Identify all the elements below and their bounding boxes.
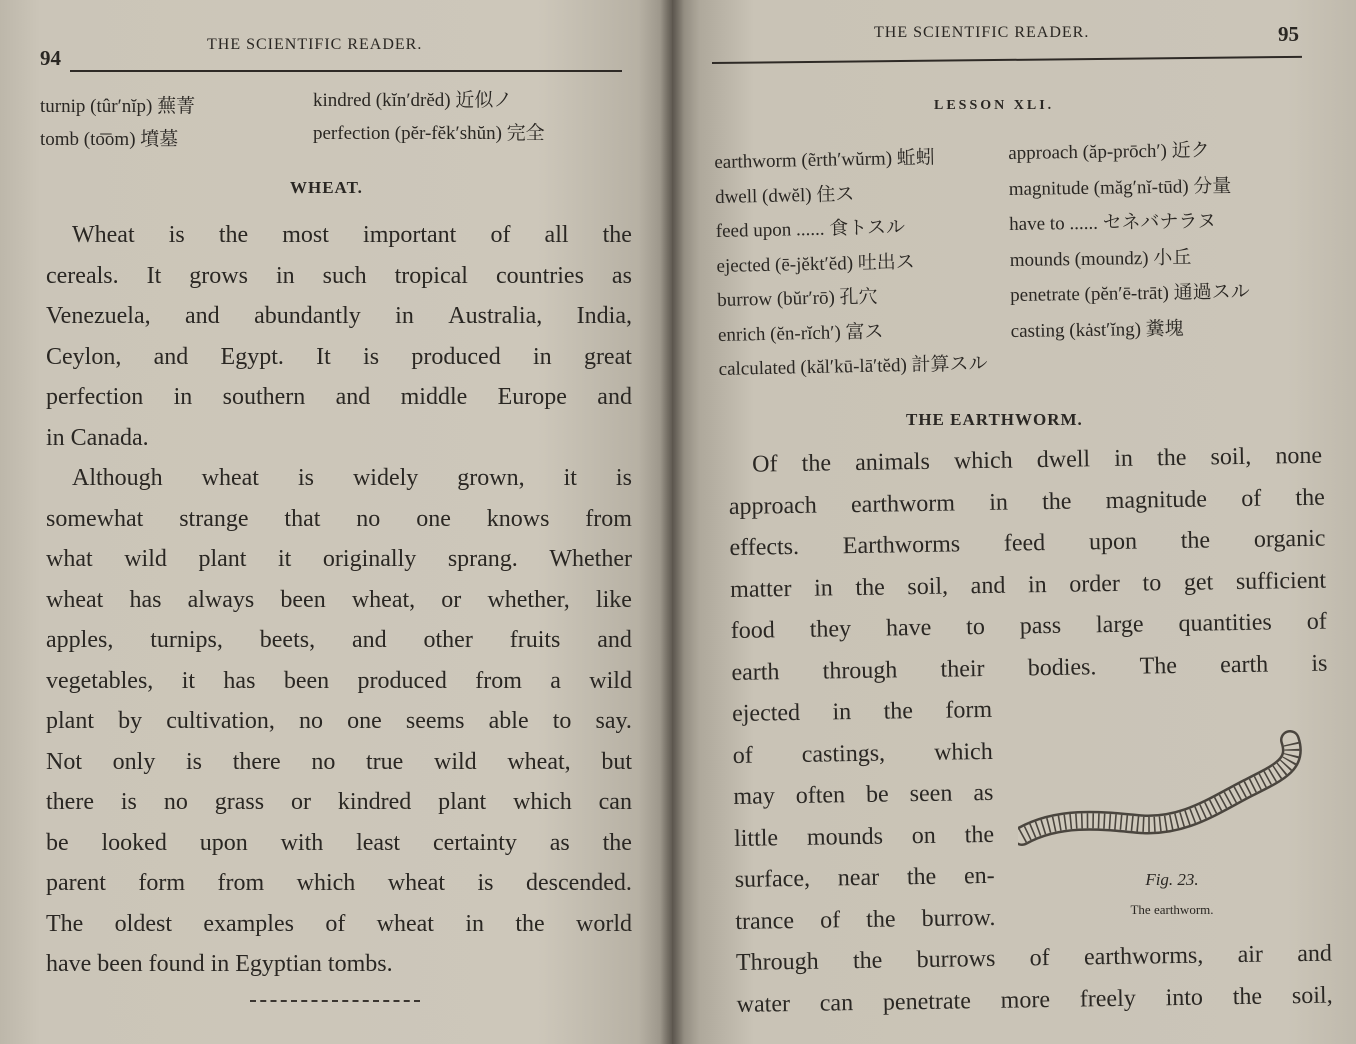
word: examples [203, 910, 294, 937]
word: oldest [114, 910, 172, 937]
word: to [965, 613, 986, 641]
word: Not [46, 748, 82, 775]
word: the [1180, 527, 1211, 554]
word: fruits [509, 627, 561, 653]
word: water [736, 990, 791, 1018]
word: cultivation, [166, 708, 275, 734]
word: from [585, 505, 632, 532]
word: wheat [376, 910, 434, 937]
word: Through [735, 948, 819, 976]
word: wheat, [507, 748, 571, 775]
word: castings, [801, 740, 886, 768]
word: wild [589, 667, 632, 694]
text-line [736, 982, 1332, 1018]
word: burrow. [921, 904, 996, 932]
word: able [488, 708, 529, 734]
text-line [729, 526, 1325, 562]
vocab-list-left-b [313, 84, 613, 150]
word: often [795, 782, 846, 809]
word: is [168, 222, 185, 248]
word: most [282, 222, 329, 248]
word: is [297, 465, 314, 491]
vocab-item: have to ...... セネバナラヌ [1009, 211, 1217, 235]
word: ejected [731, 699, 801, 727]
word: to [1142, 569, 1162, 597]
text-line [72, 465, 632, 492]
word: true [366, 748, 404, 775]
word: Although [72, 465, 163, 491]
word: matter [729, 575, 792, 603]
text-line [733, 738, 993, 769]
word: in Canada. [46, 424, 149, 451]
text-line [46, 668, 632, 695]
text-line [731, 609, 1327, 645]
word: beets, [259, 627, 316, 653]
text-line [46, 384, 632, 411]
word: The [1139, 652, 1178, 680]
word: of [325, 910, 346, 937]
word: plant [198, 546, 247, 572]
word: is [120, 789, 137, 815]
word: bodies. [1027, 653, 1097, 681]
word: of [1240, 485, 1262, 512]
word: a [550, 667, 561, 694]
word: be [865, 781, 889, 808]
word: soil, [907, 573, 949, 600]
figure-caption: The earthworm. [1130, 902, 1214, 917]
word: The [46, 910, 84, 937]
word: it [563, 465, 577, 491]
word: middle [400, 384, 468, 410]
text-line [46, 627, 632, 654]
word: one [416, 505, 451, 532]
word: near [837, 864, 880, 892]
word: surface, [734, 865, 811, 893]
vocab-item: tomb (to͞om) 墳墓 [40, 129, 179, 150]
word: of [732, 742, 753, 769]
word: and [970, 572, 1006, 599]
text-line [735, 863, 995, 894]
word: with [280, 829, 324, 856]
word: of [490, 222, 511, 248]
word: is [363, 343, 380, 370]
word: looked [101, 829, 167, 856]
word: order [1069, 570, 1121, 598]
word: none [1275, 442, 1323, 470]
book-gutter [660, 0, 684, 1044]
word: the [1156, 444, 1187, 472]
word: the [218, 222, 249, 248]
word: sprang. [447, 546, 518, 572]
word: earth [1219, 651, 1269, 678]
word: Ceylon, [46, 343, 122, 370]
word: apples, [46, 627, 114, 653]
word: produced [411, 343, 501, 370]
text-line [46, 789, 632, 816]
word: air [1237, 941, 1264, 969]
word: parent [46, 870, 106, 896]
word: is [1311, 650, 1328, 677]
word: in [989, 489, 1009, 516]
word: of [1029, 945, 1050, 972]
word: which [933, 738, 993, 766]
text-line [46, 708, 632, 735]
word: other [423, 627, 473, 653]
word: wild [434, 748, 477, 775]
word: the [964, 821, 995, 848]
word: been [283, 667, 330, 694]
text-line [72, 222, 632, 249]
word: been [280, 586, 326, 613]
word: knows [486, 505, 550, 532]
vocab-item: burrow (bŭr′rō) 孔穴 [717, 286, 878, 311]
word: form [945, 696, 993, 724]
word: least [356, 829, 401, 856]
word: burrows [916, 945, 996, 974]
lesson-number: LESSON XLI. [934, 98, 1055, 113]
word: earthworm [850, 489, 956, 518]
word: such [322, 262, 367, 289]
word: It [146, 262, 162, 289]
word: form [138, 870, 186, 896]
word: be [46, 829, 69, 856]
text-line [731, 650, 1327, 686]
end-rule [250, 1000, 420, 1002]
text-line [46, 546, 632, 573]
running-head-right: THE SCIENTIFIC READER. [874, 24, 1090, 41]
header-rule-left [70, 70, 622, 72]
word: grows [189, 262, 248, 289]
text-line [46, 749, 632, 776]
text-line [46, 303, 632, 330]
word: in [465, 910, 484, 937]
word: important [363, 222, 457, 248]
word: can [819, 989, 854, 1017]
word: upon [199, 829, 248, 856]
word: Egypt. [220, 343, 284, 370]
word: approach [728, 492, 818, 520]
word: what [46, 546, 93, 572]
word: from [217, 870, 265, 896]
vocab-item: dwell (dwĕl) 住ス [714, 183, 855, 208]
word: originally [322, 546, 417, 572]
word: can [598, 789, 632, 815]
word: plant [46, 708, 94, 734]
word: the [883, 698, 914, 725]
word: vegetables, [46, 667, 154, 694]
vocab-item: enrich (ĕn-rĭch′) 富ス [717, 320, 884, 346]
word: it [278, 546, 292, 572]
word: the [852, 947, 883, 975]
word: Venezuela, [46, 303, 151, 329]
text-line [46, 951, 632, 978]
header-rule-right [712, 56, 1302, 64]
page-number-left: 94 [40, 46, 61, 70]
word: the [801, 450, 832, 477]
word: have been found in Egyptian tombs. [46, 951, 393, 977]
word: that [284, 505, 321, 532]
word: certainty [432, 829, 517, 856]
word: the [515, 910, 545, 937]
word: food [730, 617, 776, 644]
word: Wheat [72, 222, 135, 248]
word: widely [352, 465, 419, 491]
word: as [549, 829, 570, 856]
word: tropical [394, 262, 468, 289]
word: as [611, 262, 632, 289]
word: in [173, 384, 193, 410]
word: grown, [457, 465, 525, 491]
word: in [275, 262, 295, 289]
text-line [734, 821, 994, 852]
text-line [735, 904, 995, 935]
word: the [1041, 488, 1072, 515]
vocab-item: casting (kȧst′ĭng) 糞塊 [1010, 318, 1184, 342]
word: soil, [1210, 443, 1252, 471]
vocab-list-left-a [40, 90, 240, 156]
word: wheat, [351, 586, 416, 613]
word: is [615, 465, 632, 491]
word: quantities [1178, 609, 1272, 637]
text-line [752, 443, 1322, 479]
figure-label: Fig. 23. [1145, 870, 1199, 889]
word: through [822, 656, 898, 685]
vocab-item: ejected (ē-jĕkt′ĕd) 吐出ス [716, 251, 915, 277]
word: of [819, 906, 841, 934]
word: en- [963, 862, 995, 890]
word: feed [1003, 530, 1046, 557]
article-title-earthworm: THE EARTHWORM. [906, 410, 1083, 429]
vocab-item: mounds (moundz) 小丘 [1009, 246, 1192, 271]
word: plant [438, 789, 487, 815]
word: only [112, 748, 156, 775]
word: into [1165, 984, 1204, 1011]
word: perfection [46, 384, 144, 410]
text-line [46, 830, 632, 857]
word: trance [735, 907, 795, 935]
word: it [181, 667, 196, 694]
word: grass [214, 789, 265, 815]
word: in [813, 574, 833, 602]
word: and [153, 343, 189, 370]
text-line [46, 263, 632, 290]
word: is [186, 748, 203, 775]
word: world [576, 910, 632, 937]
earthworm-illustration-icon [1018, 728, 1308, 858]
word: southern [222, 384, 306, 410]
article-title-wheat: WHEAT. [290, 178, 363, 197]
word: and [351, 627, 387, 653]
word: by [118, 708, 143, 734]
word: Of [751, 451, 778, 478]
word: India, [576, 303, 632, 329]
word: may [733, 783, 775, 810]
vocab-item: approach (ăp-prōch′) 近ク [1008, 140, 1210, 164]
word: wheat [46, 586, 104, 613]
word: and [335, 384, 371, 410]
running-head-left: THE SCIENTIFIC READER. [207, 36, 423, 53]
word: great [583, 343, 632, 370]
word: pass [1019, 612, 1062, 640]
word: say. [595, 708, 632, 734]
word: large [1095, 611, 1144, 639]
vocab-list-right-a [714, 140, 1009, 388]
word: and [1297, 940, 1333, 968]
word: no [311, 748, 336, 775]
word: soil, [1291, 982, 1333, 1009]
word: effects. [729, 533, 800, 561]
word: or [291, 789, 311, 815]
word: the [1232, 983, 1263, 1010]
text-line [729, 484, 1325, 520]
vocab-item: turnip (tûr′nĭp) 蕪菁 [40, 96, 196, 117]
word: sufficient [1235, 567, 1327, 595]
word: penetrate [882, 987, 972, 1016]
word: like [595, 586, 632, 613]
word: no [163, 789, 188, 815]
word: in [395, 303, 414, 329]
word: the [855, 574, 885, 601]
word: the [602, 222, 632, 248]
word: but [601, 748, 632, 775]
word: wheat [201, 465, 259, 491]
word: has [223, 667, 256, 694]
word: get [1183, 568, 1214, 596]
vocab-item: earthworm (ẽrth′wŭrm) 蚯蚓 [714, 147, 936, 173]
word: Whether [549, 546, 632, 572]
word: in [1114, 445, 1134, 472]
word: animals [854, 448, 931, 477]
word: abundantly [254, 303, 361, 329]
word: to [552, 708, 572, 734]
text-line [46, 506, 632, 533]
word: is [477, 870, 494, 896]
text-line [736, 941, 1332, 977]
word: somewhat [46, 505, 144, 532]
word: wheat [387, 870, 446, 896]
text-line [46, 911, 632, 938]
word: as [973, 779, 994, 807]
word: upon [1088, 528, 1138, 556]
word: and [597, 627, 632, 653]
text-line [46, 344, 632, 371]
vocab-item: magnitude (măg′nĭ-tūd) 分量 [1008, 175, 1232, 200]
word: have [885, 614, 932, 642]
word: strange [179, 505, 249, 532]
word: from [475, 667, 522, 694]
word: cereals. [46, 262, 119, 289]
word: the [602, 829, 632, 856]
word: magnitude [1105, 485, 1208, 514]
word: one [347, 708, 382, 734]
word: or [441, 586, 462, 613]
word: produced [357, 667, 447, 694]
page-number-right: 95 [1278, 22, 1299, 46]
text-line [732, 697, 992, 728]
vocab-item: penetrate (pĕn′ē-trāt) 通過スル [1010, 281, 1250, 306]
word: of [1306, 608, 1327, 635]
word: seems [405, 708, 465, 734]
right-page [672, 0, 1356, 1044]
text-line [46, 870, 632, 897]
text-line [730, 567, 1326, 603]
word: mounds [806, 823, 884, 851]
word: and [185, 303, 220, 329]
word: no [298, 708, 323, 734]
word: little [733, 824, 779, 852]
word: they [809, 616, 852, 643]
word: their [940, 655, 985, 683]
word: descended. [525, 870, 632, 896]
word: in [832, 699, 852, 726]
word: no [356, 505, 381, 532]
word: Australia, [448, 303, 543, 329]
word: kindred [337, 789, 412, 815]
word: wild [124, 546, 167, 572]
word: which [953, 447, 1013, 475]
word: Europe [497, 384, 567, 410]
word: freely [1079, 985, 1136, 1013]
word: earthworms, [1083, 942, 1204, 971]
vocab-item: calculated (kăl′kū-lā′tĕd) 計算スル [718, 353, 988, 380]
word: organic [1253, 525, 1326, 553]
word: more [1000, 986, 1051, 1014]
word: whether, [487, 586, 570, 613]
vocab-list-right-b [1008, 132, 1311, 349]
text-line [46, 425, 632, 452]
word: has [129, 586, 162, 613]
left-page [0, 0, 672, 1044]
word: there [46, 789, 94, 815]
word: seen [909, 780, 953, 808]
word: the [865, 905, 896, 933]
word: which [513, 789, 572, 815]
vocab-item: kindred (kĭn′drĕd) 近似ノ [313, 90, 513, 111]
word: the [1295, 484, 1325, 511]
word: turnips, [150, 627, 223, 653]
word: which [296, 870, 356, 896]
text-line [733, 780, 993, 811]
word: there [232, 748, 281, 775]
word: countries [495, 262, 584, 289]
word: earth [731, 658, 780, 686]
word: the [906, 863, 937, 891]
text-line [46, 587, 632, 614]
word: and [597, 384, 632, 410]
word: in [1027, 571, 1047, 598]
vocab-item: perfection (pĕr-fĕk′shŭn) 完全 [313, 123, 545, 144]
word: all [544, 222, 569, 248]
word: in [532, 343, 552, 370]
word: dwell [1036, 446, 1091, 474]
vocab-item: feed upon ...... 食トスル [715, 217, 906, 242]
word: always [187, 586, 255, 613]
word: on [911, 822, 937, 849]
word: Earthworms [842, 531, 961, 560]
word: It [316, 343, 331, 370]
